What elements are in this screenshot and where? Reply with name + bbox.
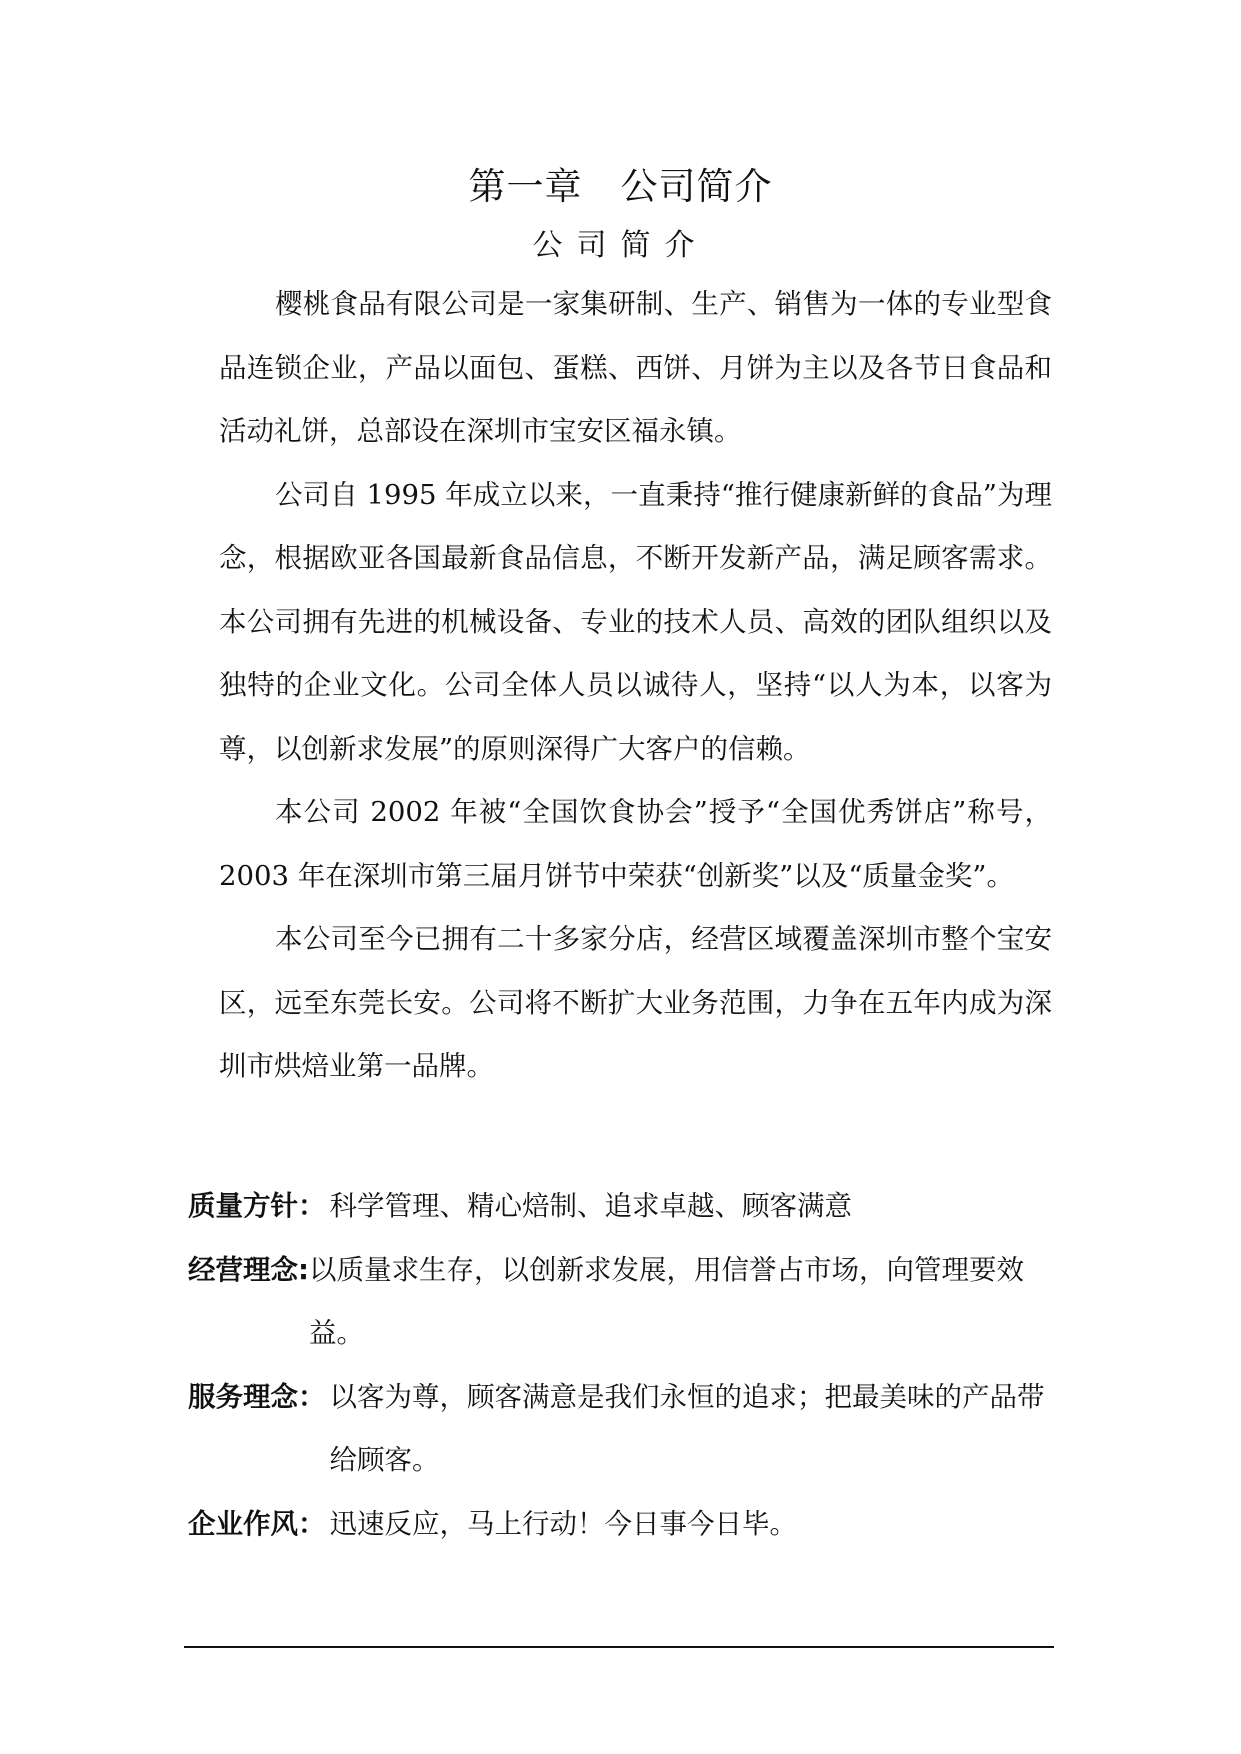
policy-list <box>188 1175 1054 1556</box>
policy-text-quality: 科学管理、精心焙制、追求卓越、顾客满意 <box>329 1190 852 1222</box>
footer-divider <box>184 1646 1054 1648</box>
policy-text-business: 以质量求生存，以创新求发展，用信誉占市场，向管理要效益。 <box>309 1253 1024 1349</box>
intro-paragraph-4: 本公司至今已拥有二十多家分店，经营区域覆盖深圳市整个宝安区，远至东莞长安。公司将不断扩大业务范围，力争在五年内成为深圳市烘焙业第一品牌。 <box>219 923 1052 1082</box>
chapter-title: 第一章 公司简介 <box>468 165 773 208</box>
intro-paragraph-1: 樱桃食品有限公司是一家集研制、生产、销售为一体的专业型食品连锁企业，产品以面包、蛋糕、西饼、月饼为主以及各节日食品和活动礼饼，总部设在深圳市宝安区福永镇。 <box>219 288 1052 447</box>
intro-paragraph-3: 本公司 2002 年被“全国饮食协会”授予“全国优秀饼店”称号，2003 年在深圳市第三届月饼节中荣获“创新奖”以及“质量金奖”。 <box>219 796 1052 892</box>
policy-business <box>188 1239 1054 1366</box>
policy-text-service: 以客为尊，顾客满意是我们永恒的追求；把最美味的产品带给顾客。 <box>329 1380 1045 1476</box>
intro-paragraph-2: 公司自 1995 年成立以来，一直秉持“推行健康新鲜的食品”为理念，根据欧亚各国最新食品信息，不断开发新产品，满足顾客需求。本公司拥有先进的机械设备、专业的技术人员、高效的团队组织以及独特的企业文化。公司全体人员以诚待人，坚持“以人为本，以客为尊，以创新求发展”的原则深得广大客户的信赖。 <box>219 478 1052 765</box>
policy-label-quality: 质量方针： <box>188 1190 326 1222</box>
policy-quality <box>188 1175 1054 1239</box>
policy-text-style: 迅速反应，马上行动！今日事今日毕。 <box>329 1507 797 1540</box>
policy-style <box>188 1493 1054 1557</box>
policy-service <box>188 1366 1054 1493</box>
policy-label-style: 企业作风： <box>188 1507 326 1540</box>
policy-label-business: 经营理念: <box>188 1253 309 1286</box>
policy-label-service: 服务理念： <box>188 1380 326 1413</box>
intro-body <box>219 273 1052 1099</box>
section-title: 公司简介 <box>532 228 709 263</box>
